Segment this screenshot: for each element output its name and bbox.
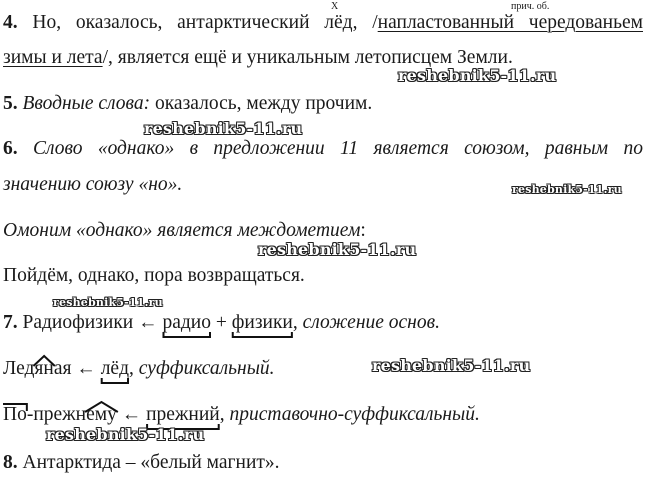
item7-w2-suffix: ян (34, 358, 54, 379)
item4-text-b: /, является ещё и уникальным летописцем Земли. (102, 47, 513, 68)
item4-participle-cont: зимы и лета (3, 47, 103, 68)
item5-text: оказалось, между прочим. (150, 93, 373, 114)
item6-text-line2: значению союзу «но». (3, 174, 183, 195)
item7-plus: + (211, 312, 232, 333)
watermark: reshebnik5-11.ru (372, 356, 531, 375)
item6-homonym-colon: : (360, 220, 366, 241)
item7-line1 (3, 311, 440, 335)
item7-w3-prefix: По (3, 404, 27, 425)
item7-line3 (3, 403, 480, 427)
item7-w2-prefix: Лед (3, 358, 35, 379)
participle-annotation: прич. об. (511, 1, 550, 12)
item7-number: 7. (3, 312, 18, 333)
watermark: reshebnik5-11.ru (53, 296, 163, 309)
item6-line2 (3, 173, 182, 197)
item8-number: 8. (3, 452, 18, 473)
item5-number: 5. (3, 93, 18, 114)
watermark: reshebnik5-11.ru (398, 66, 557, 85)
item4-text-a: Но, оказалось, антарктический лёд, / (17, 12, 378, 33)
item7-method1: сложение основ. (302, 312, 440, 333)
item7-comma2: , (129, 358, 139, 379)
item7-w3-suffix: ему (86, 404, 117, 425)
item7-stem-fiziki: физики (231, 312, 293, 333)
item6-number: 6. (3, 138, 18, 159)
item7-w3-root: прежний (146, 404, 220, 425)
item4-number: 4. (3, 12, 18, 33)
item7-stem-radio: радио (162, 312, 211, 333)
x-annotation: Х (331, 1, 339, 12)
item5-line (3, 92, 372, 116)
item7-w3-arrow: ← (116, 404, 147, 425)
watermark: reshebnik5-11.ru (46, 425, 205, 444)
item7-w2-end: ая ← (53, 358, 101, 379)
item6-line1 (3, 137, 643, 161)
item4-participle: напластованный чередованьем (377, 12, 643, 33)
watermark: reshebnik5-11.ru (258, 240, 417, 259)
item7-w3-mid: -прежн (26, 404, 87, 425)
item6-homonym-text: Омоним «однако» является междометием (3, 220, 361, 241)
item6-text-line1: Слово «однако» в предложении 11 является союзом, равным по (17, 138, 643, 159)
item7-line2 (3, 357, 275, 381)
item7-word1: Радиофизики ← (17, 312, 163, 333)
item6-example-text: Пойдём, однако, пора возвращаться. (3, 265, 305, 286)
item5-label: Вводные слова: (17, 93, 151, 114)
item7-w2-root: лёд (100, 358, 130, 379)
watermark: reshebnik5-11.ru (512, 183, 622, 196)
item7-method2: суффиксальный. (138, 358, 275, 379)
item7-method3: приставочно-суффиксальный. (229, 404, 480, 425)
item7-comma3: , (219, 404, 230, 425)
item7-comma1: , (292, 312, 303, 333)
watermark: reshebnik5-11.ru (144, 119, 303, 138)
item8-text: Антарктида – «белый магнит». (17, 452, 280, 473)
item6-example (3, 264, 305, 288)
item4-line1 (3, 11, 643, 35)
item8-line (3, 451, 280, 475)
